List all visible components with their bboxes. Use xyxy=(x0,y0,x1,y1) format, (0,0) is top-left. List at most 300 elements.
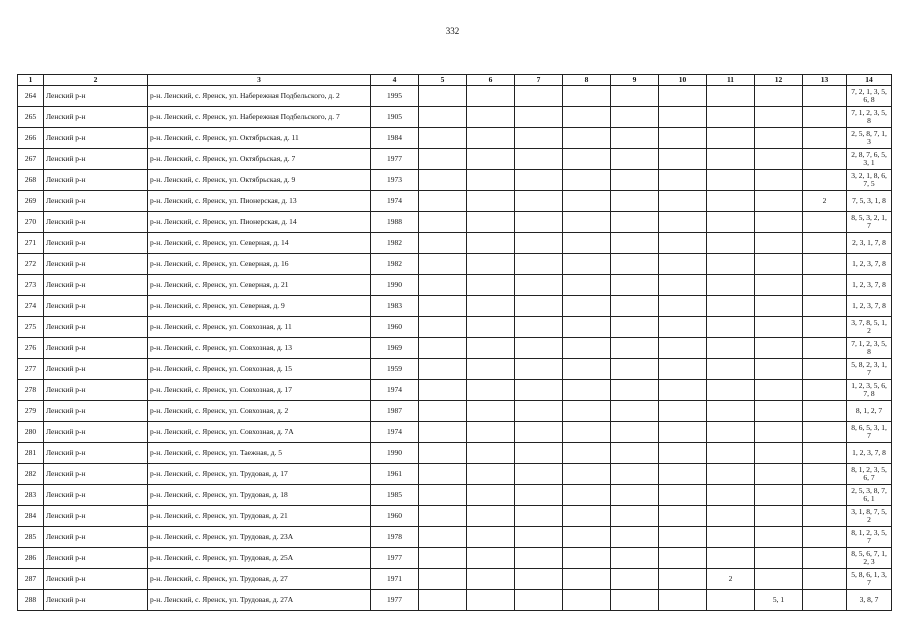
address-cell: р-н. Ленский, с. Яренск, ул. Северная, д. 21 xyxy=(148,275,371,296)
col13-cell xyxy=(803,548,847,569)
col8-cell xyxy=(563,338,611,359)
column-header-14: 14 xyxy=(847,75,892,86)
table-row xyxy=(18,317,892,338)
table-row xyxy=(18,86,892,107)
col12-cell xyxy=(755,317,803,338)
col8-cell xyxy=(563,107,611,128)
col8-cell xyxy=(563,170,611,191)
col7-cell xyxy=(515,359,563,380)
column-header-3: 3 xyxy=(148,75,371,86)
column-header-12: 12 xyxy=(755,75,803,86)
col5-cell xyxy=(419,527,467,548)
table-row xyxy=(18,359,892,380)
row-number: 283 xyxy=(18,485,44,506)
table-row xyxy=(18,380,892,401)
address-cell: р-н. Ленский, с. Яренск, ул. Набережная Подбельского, д. 2 xyxy=(148,86,371,107)
address-cell: р-н. Ленский, с. Яренск, ул. Трудовая, д. 21 xyxy=(148,506,371,527)
col7-cell xyxy=(515,254,563,275)
col9-cell xyxy=(611,422,659,443)
district-cell: Ленский р-н xyxy=(44,443,148,464)
district-cell: Ленский р-н xyxy=(44,86,148,107)
col7-cell xyxy=(515,275,563,296)
address-cell: р-н. Ленский, с. Яренск, ул. Совхозная, д. 11 xyxy=(148,317,371,338)
col13-cell xyxy=(803,359,847,380)
col11-cell xyxy=(707,422,755,443)
year-cell: 1978 xyxy=(371,527,419,548)
col11-cell xyxy=(707,443,755,464)
district-cell: Ленский р-н xyxy=(44,401,148,422)
column-header-13: 13 xyxy=(803,75,847,86)
row-number: 278 xyxy=(18,380,44,401)
header-row xyxy=(18,75,892,86)
col13-cell xyxy=(803,527,847,548)
row-number: 273 xyxy=(18,275,44,296)
col6-cell xyxy=(467,443,515,464)
col8-cell xyxy=(563,254,611,275)
col14-cell: 3, 7, 8, 5, 1, 2 xyxy=(847,317,892,338)
table-row xyxy=(18,590,892,611)
col7-cell xyxy=(515,338,563,359)
district-cell: Ленский р-н xyxy=(44,506,148,527)
address-cell: р-н. Ленский, с. Яренск, ул. Таежная, д. 5 xyxy=(148,443,371,464)
col9-cell xyxy=(611,128,659,149)
col9-cell xyxy=(611,170,659,191)
col9-cell xyxy=(611,107,659,128)
col14-cell: 3, 8, 7 xyxy=(847,590,892,611)
col5-cell xyxy=(419,275,467,296)
col14-cell: 1, 2, 3, 7, 8 xyxy=(847,254,892,275)
col12-cell xyxy=(755,212,803,233)
col12-cell xyxy=(755,506,803,527)
col6-cell xyxy=(467,317,515,338)
col11-cell xyxy=(707,275,755,296)
col13-cell xyxy=(803,275,847,296)
district-cell: Ленский р-н xyxy=(44,548,148,569)
col14-cell: 8, 6, 5, 3, 1, 7 xyxy=(847,422,892,443)
col12-cell xyxy=(755,569,803,590)
row-number: 269 xyxy=(18,191,44,212)
col7-cell xyxy=(515,233,563,254)
col11-cell xyxy=(707,380,755,401)
col12-cell xyxy=(755,548,803,569)
district-cell: Ленский р-н xyxy=(44,485,148,506)
page-number: 332 xyxy=(445,26,460,36)
address-cell: р-н. Ленский, с. Яренск, ул. Совхозная, д. 15 xyxy=(148,359,371,380)
col9-cell xyxy=(611,86,659,107)
address-cell: р-н. Ленский, с. Яренск, ул. Трудовая, д. 27А xyxy=(148,590,371,611)
col5-cell xyxy=(419,506,467,527)
col5-cell xyxy=(419,485,467,506)
col8-cell xyxy=(563,86,611,107)
col13-cell xyxy=(803,380,847,401)
column-header-6: 6 xyxy=(467,75,515,86)
col12-cell xyxy=(755,107,803,128)
col9-cell xyxy=(611,149,659,170)
col8-cell xyxy=(563,296,611,317)
col10-cell xyxy=(659,212,707,233)
year-cell: 1960 xyxy=(371,506,419,527)
year-cell: 1984 xyxy=(371,128,419,149)
table-body xyxy=(18,86,892,611)
col6-cell xyxy=(467,338,515,359)
col12-cell xyxy=(755,254,803,275)
table-row xyxy=(18,527,892,548)
col8-cell xyxy=(563,149,611,170)
row-number: 286 xyxy=(18,548,44,569)
col14-cell: 8, 1, 2, 7 xyxy=(847,401,892,422)
table-row xyxy=(18,170,892,191)
column-header-11: 11 xyxy=(707,75,755,86)
col14-cell: 8, 1, 2, 3, 5, 7 xyxy=(847,527,892,548)
year-cell: 1973 xyxy=(371,170,419,191)
col11-cell xyxy=(707,149,755,170)
col13-cell xyxy=(803,170,847,191)
row-number: 288 xyxy=(18,590,44,611)
col11-cell xyxy=(707,128,755,149)
col6-cell xyxy=(467,212,515,233)
col12-cell xyxy=(755,527,803,548)
year-cell: 1974 xyxy=(371,380,419,401)
col7-cell xyxy=(515,422,563,443)
row-number: 265 xyxy=(18,107,44,128)
col5-cell xyxy=(419,107,467,128)
column-header-9: 9 xyxy=(611,75,659,86)
col6-cell xyxy=(467,233,515,254)
year-cell: 1960 xyxy=(371,317,419,338)
row-number: 275 xyxy=(18,317,44,338)
col7-cell xyxy=(515,443,563,464)
col6-cell xyxy=(467,401,515,422)
col13-cell xyxy=(803,443,847,464)
col5-cell xyxy=(419,464,467,485)
col7-cell xyxy=(515,527,563,548)
col11-cell xyxy=(707,590,755,611)
district-cell: Ленский р-н xyxy=(44,380,148,401)
col7-cell xyxy=(515,128,563,149)
col5-cell xyxy=(419,191,467,212)
col5-cell xyxy=(419,212,467,233)
row-number: 277 xyxy=(18,359,44,380)
col10-cell xyxy=(659,296,707,317)
col6-cell xyxy=(467,506,515,527)
year-cell: 1974 xyxy=(371,191,419,212)
col8-cell xyxy=(563,527,611,548)
district-cell: Ленский р-н xyxy=(44,359,148,380)
address-cell: р-н. Ленский, с. Яренск, ул. Трудовая, д. 23А xyxy=(148,527,371,548)
address-cell: р-н. Ленский, с. Яренск, ул. Северная, д. 9 xyxy=(148,296,371,317)
col12-cell xyxy=(755,380,803,401)
col10-cell xyxy=(659,569,707,590)
row-number: 284 xyxy=(18,506,44,527)
col7-cell xyxy=(515,464,563,485)
year-cell: 1961 xyxy=(371,464,419,485)
district-cell: Ленский р-н xyxy=(44,275,148,296)
year-cell: 1985 xyxy=(371,485,419,506)
district-cell: Ленский р-н xyxy=(44,527,148,548)
col5-cell xyxy=(419,548,467,569)
col10-cell xyxy=(659,590,707,611)
col5-cell xyxy=(419,590,467,611)
col14-cell: 1, 2, 3, 5, 6, 7, 8 xyxy=(847,380,892,401)
col11-cell xyxy=(707,296,755,317)
col14-cell: 7, 1, 2, 3, 5, 8 xyxy=(847,338,892,359)
col9-cell xyxy=(611,401,659,422)
col7-cell xyxy=(515,485,563,506)
col5-cell xyxy=(419,380,467,401)
col10-cell xyxy=(659,506,707,527)
col13-cell xyxy=(803,254,847,275)
table-row xyxy=(18,128,892,149)
col8-cell xyxy=(563,380,611,401)
address-cell: р-н. Ленский, с. Яренск, ул. Северная, д. 16 xyxy=(148,254,371,275)
col6-cell xyxy=(467,380,515,401)
col9-cell xyxy=(611,296,659,317)
col11-cell xyxy=(707,527,755,548)
col11-cell xyxy=(707,359,755,380)
col13-cell xyxy=(803,296,847,317)
col10-cell xyxy=(659,548,707,569)
table-row xyxy=(18,233,892,254)
col5-cell xyxy=(419,86,467,107)
col14-cell: 2, 5, 3, 8, 7, 6, 1 xyxy=(847,485,892,506)
column-header-4: 4 xyxy=(371,75,419,86)
col12-cell xyxy=(755,338,803,359)
col8-cell xyxy=(563,128,611,149)
col12-cell xyxy=(755,233,803,254)
col6-cell xyxy=(467,254,515,275)
col14-cell: 8, 5, 6, 7, 1, 2, 3 xyxy=(847,548,892,569)
district-cell: Ленский р-н xyxy=(44,128,148,149)
table-row xyxy=(18,548,892,569)
col10-cell xyxy=(659,128,707,149)
table-row xyxy=(18,464,892,485)
col12-cell xyxy=(755,296,803,317)
col11-cell xyxy=(707,233,755,254)
col7-cell xyxy=(515,548,563,569)
col10-cell xyxy=(659,359,707,380)
col5-cell xyxy=(419,233,467,254)
col6-cell xyxy=(467,464,515,485)
col12-cell xyxy=(755,170,803,191)
col11-cell: 2 xyxy=(707,569,755,590)
col10-cell xyxy=(659,149,707,170)
col13-cell xyxy=(803,107,847,128)
address-cell: р-н. Ленский, с. Яренск, ул. Совхозная, д. 7А xyxy=(148,422,371,443)
district-cell: Ленский р-н xyxy=(44,296,148,317)
table-row xyxy=(18,296,892,317)
col5-cell xyxy=(419,149,467,170)
column-header-2: 2 xyxy=(44,75,148,86)
year-cell: 1905 xyxy=(371,107,419,128)
col6-cell xyxy=(467,590,515,611)
col8-cell xyxy=(563,569,611,590)
col14-cell: 3, 2, 1, 8, 6, 7, 5 xyxy=(847,170,892,191)
col9-cell xyxy=(611,254,659,275)
col9-cell xyxy=(611,506,659,527)
col13-cell xyxy=(803,212,847,233)
col13-cell xyxy=(803,485,847,506)
col12-cell: 5, 1 xyxy=(755,590,803,611)
col8-cell xyxy=(563,359,611,380)
col11-cell xyxy=(707,170,755,191)
col7-cell xyxy=(515,317,563,338)
col5-cell xyxy=(419,296,467,317)
row-number: 267 xyxy=(18,149,44,170)
col10-cell xyxy=(659,338,707,359)
year-cell: 1995 xyxy=(371,86,419,107)
row-number: 274 xyxy=(18,296,44,317)
col9-cell xyxy=(611,443,659,464)
year-cell: 1977 xyxy=(371,149,419,170)
district-cell: Ленский р-н xyxy=(44,233,148,254)
col12-cell xyxy=(755,128,803,149)
col7-cell xyxy=(515,506,563,527)
row-number: 270 xyxy=(18,212,44,233)
row-number: 272 xyxy=(18,254,44,275)
col10-cell xyxy=(659,86,707,107)
col8-cell xyxy=(563,443,611,464)
col7-cell xyxy=(515,401,563,422)
year-cell: 1959 xyxy=(371,359,419,380)
col8-cell xyxy=(563,506,611,527)
col14-cell: 2, 8, 7, 6, 5, 3, 1 xyxy=(847,149,892,170)
district-cell: Ленский р-н xyxy=(44,464,148,485)
district-cell: Ленский р-н xyxy=(44,212,148,233)
col12-cell xyxy=(755,359,803,380)
col5-cell xyxy=(419,359,467,380)
col9-cell xyxy=(611,233,659,254)
col9-cell xyxy=(611,548,659,569)
table-row xyxy=(18,401,892,422)
row-number: 266 xyxy=(18,128,44,149)
col11-cell xyxy=(707,212,755,233)
table-row xyxy=(18,506,892,527)
col9-cell xyxy=(611,527,659,548)
col13-cell xyxy=(803,128,847,149)
col10-cell xyxy=(659,485,707,506)
year-cell: 1987 xyxy=(371,401,419,422)
row-number: 280 xyxy=(18,422,44,443)
col9-cell xyxy=(611,380,659,401)
col6-cell xyxy=(467,569,515,590)
address-cell: р-н. Ленский, с. Яренск, ул. Трудовая, д. 18 xyxy=(148,485,371,506)
col7-cell xyxy=(515,380,563,401)
col6-cell xyxy=(467,485,515,506)
district-cell: Ленский р-н xyxy=(44,191,148,212)
address-cell: р-н. Ленский, с. Яренск, ул. Трудовая, д. 25А xyxy=(148,548,371,569)
col10-cell xyxy=(659,254,707,275)
col14-cell: 7, 5, 3, 1, 8 xyxy=(847,191,892,212)
col11-cell xyxy=(707,464,755,485)
col9-cell xyxy=(611,569,659,590)
row-number: 276 xyxy=(18,338,44,359)
col12-cell xyxy=(755,443,803,464)
table-row xyxy=(18,191,892,212)
table-row xyxy=(18,212,892,233)
table-row xyxy=(18,149,892,170)
col11-cell xyxy=(707,107,755,128)
district-cell: Ленский р-н xyxy=(44,170,148,191)
col10-cell xyxy=(659,443,707,464)
year-cell: 1977 xyxy=(371,590,419,611)
col11-cell xyxy=(707,548,755,569)
address-cell: р-н. Ленский, с. Яренск, ул. Пионерская, д. 14 xyxy=(148,212,371,233)
row-number: 282 xyxy=(18,464,44,485)
col12-cell xyxy=(755,422,803,443)
col7-cell xyxy=(515,86,563,107)
col6-cell xyxy=(467,422,515,443)
col13-cell xyxy=(803,569,847,590)
col11-cell xyxy=(707,191,755,212)
register-table xyxy=(17,74,892,611)
district-cell: Ленский р-н xyxy=(44,254,148,275)
address-cell: р-н. Ленский, с. Яренск, ул. Октябрьская, д. 9 xyxy=(148,170,371,191)
row-number: 281 xyxy=(18,443,44,464)
column-header-1: 1 xyxy=(18,75,44,86)
column-header-5: 5 xyxy=(419,75,467,86)
year-cell: 1990 xyxy=(371,275,419,296)
col5-cell xyxy=(419,317,467,338)
row-number: 271 xyxy=(18,233,44,254)
col6-cell xyxy=(467,296,515,317)
col7-cell xyxy=(515,296,563,317)
col12-cell xyxy=(755,191,803,212)
col8-cell xyxy=(563,422,611,443)
col10-cell xyxy=(659,464,707,485)
district-cell: Ленский р-н xyxy=(44,569,148,590)
col11-cell xyxy=(707,317,755,338)
col8-cell xyxy=(563,212,611,233)
year-cell: 1990 xyxy=(371,443,419,464)
col11-cell xyxy=(707,506,755,527)
col13-cell xyxy=(803,506,847,527)
col8-cell xyxy=(563,191,611,212)
col10-cell xyxy=(659,422,707,443)
address-cell: р-н. Ленский, с. Яренск, ул. Октябрьская, д. 11 xyxy=(148,128,371,149)
col9-cell xyxy=(611,275,659,296)
year-cell: 1971 xyxy=(371,569,419,590)
col9-cell xyxy=(611,359,659,380)
col5-cell xyxy=(419,128,467,149)
col8-cell xyxy=(563,317,611,338)
col10-cell xyxy=(659,401,707,422)
col6-cell xyxy=(467,128,515,149)
col14-cell: 7, 1, 2, 3, 5, 8 xyxy=(847,107,892,128)
col8-cell xyxy=(563,590,611,611)
year-cell: 1983 xyxy=(371,296,419,317)
col14-cell: 2, 5, 8, 7, 1, 3 xyxy=(847,128,892,149)
col6-cell xyxy=(467,107,515,128)
col12-cell xyxy=(755,485,803,506)
col6-cell xyxy=(467,191,515,212)
col14-cell: 1, 2, 3, 7, 8 xyxy=(847,275,892,296)
col7-cell xyxy=(515,149,563,170)
table-row xyxy=(18,422,892,443)
col6-cell xyxy=(467,548,515,569)
address-cell: р-н. Ленский, с. Яренск, ул. Октябрьская, д. 7 xyxy=(148,149,371,170)
col14-cell: 1, 2, 3, 7, 8 xyxy=(847,443,892,464)
col13-cell xyxy=(803,233,847,254)
col6-cell xyxy=(467,359,515,380)
col9-cell xyxy=(611,485,659,506)
col11-cell xyxy=(707,485,755,506)
address-cell: р-н. Ленский, с. Яренск, ул. Совхозная, д. 17 xyxy=(148,380,371,401)
year-cell: 1974 xyxy=(371,422,419,443)
col7-cell xyxy=(515,170,563,191)
col9-cell xyxy=(611,212,659,233)
col13-cell xyxy=(803,338,847,359)
table-row xyxy=(18,107,892,128)
